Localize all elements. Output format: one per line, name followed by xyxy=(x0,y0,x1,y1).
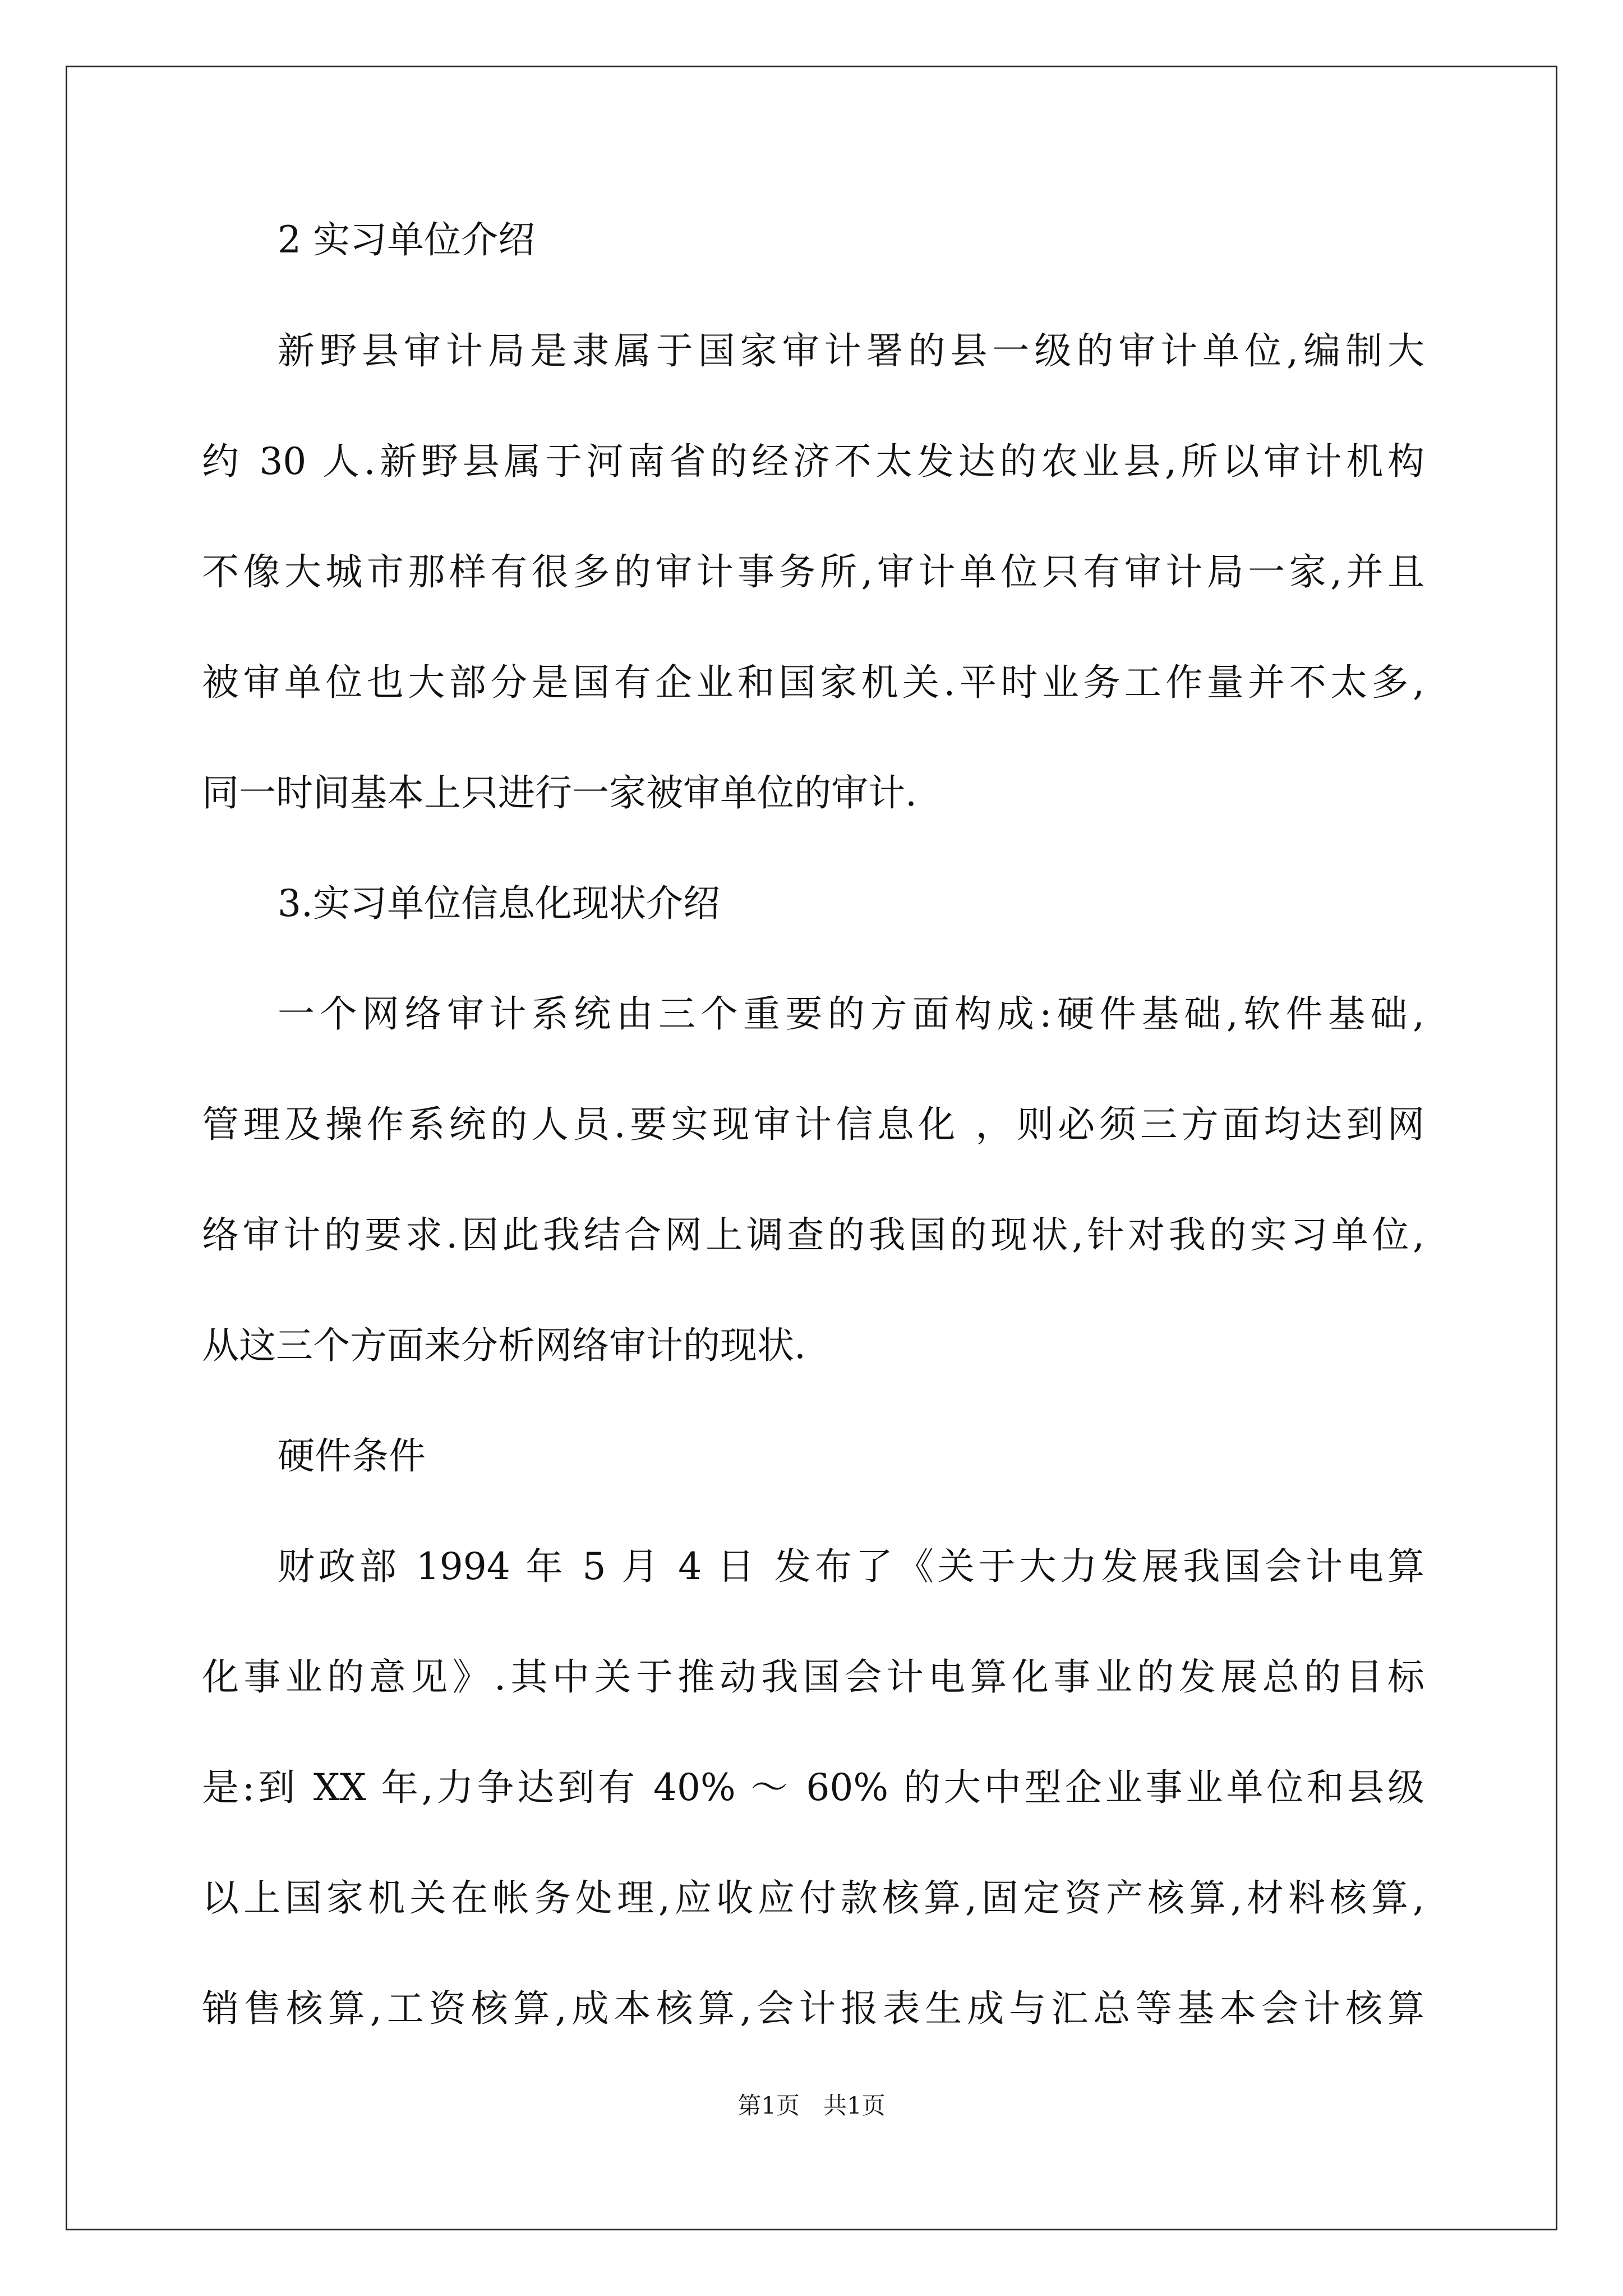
paragraph-line: 以上国家机关在帐务处理,应收应付款核算,固定资产核算,材料核算, xyxy=(202,1876,1424,1920)
section-heading-2: 2 实习单位介绍 xyxy=(278,218,535,261)
paragraph-line: 化事业的意见》.其中关于推动我国会计电算化事业的发展总的目标 xyxy=(202,1655,1424,1699)
paragraph-line: 一个网络审计系统由三个重要的方面构成:硬件基础,软件基础, xyxy=(278,992,1424,1036)
paragraph-line: 同一时间基本上只进行一家被审单位的审计. xyxy=(202,771,917,815)
section-heading-3: 3.实习单位信息化现状介绍 xyxy=(278,882,720,925)
paragraph-line: 管理及操作系统的人员.要实现审计信息化 ，则必须三方面均达到网 xyxy=(202,1103,1424,1146)
paragraph-line: 新野县审计局是隶属于国家审计署的县一级的审计单位,编制大 xyxy=(278,329,1424,372)
paragraph-line: 是:到 XX 年,力争达到有 40% ～ 60% 的大中型企业事业单位和县级 xyxy=(202,1766,1424,1809)
paragraph-line: 从这三个方面来分析网络审计的现状. xyxy=(202,1324,806,1367)
paragraph-line: 被审单位也大部分是国有企业和国家机关.平时业务工作量并不太多, xyxy=(202,661,1424,704)
subsection-heading: 硬件条件 xyxy=(278,1434,426,1478)
paragraph-line: 财政部 1994 年 5 月 4 日 发布了《关于大力发展我国会计电算 xyxy=(278,1545,1424,1588)
paragraph-line: 销售核算,工资核算,成本核算,会计报表生成与汇总等基本会计核算 xyxy=(202,1987,1424,2030)
paragraph-line: 络审计的要求.因此我结合网上调查的我国的现状,针对我的实习单位, xyxy=(202,1213,1424,1257)
paragraph-line: 不像大城市那样有很多的审计事务所,审计单位只有审计局一家,并且 xyxy=(202,550,1424,593)
page-number-footer: 第1页 共1页 xyxy=(737,2092,886,2119)
paragraph-line: 约 30 人.新野县属于河南省的经济不太发达的农业县,所以审计机构 xyxy=(202,440,1424,483)
